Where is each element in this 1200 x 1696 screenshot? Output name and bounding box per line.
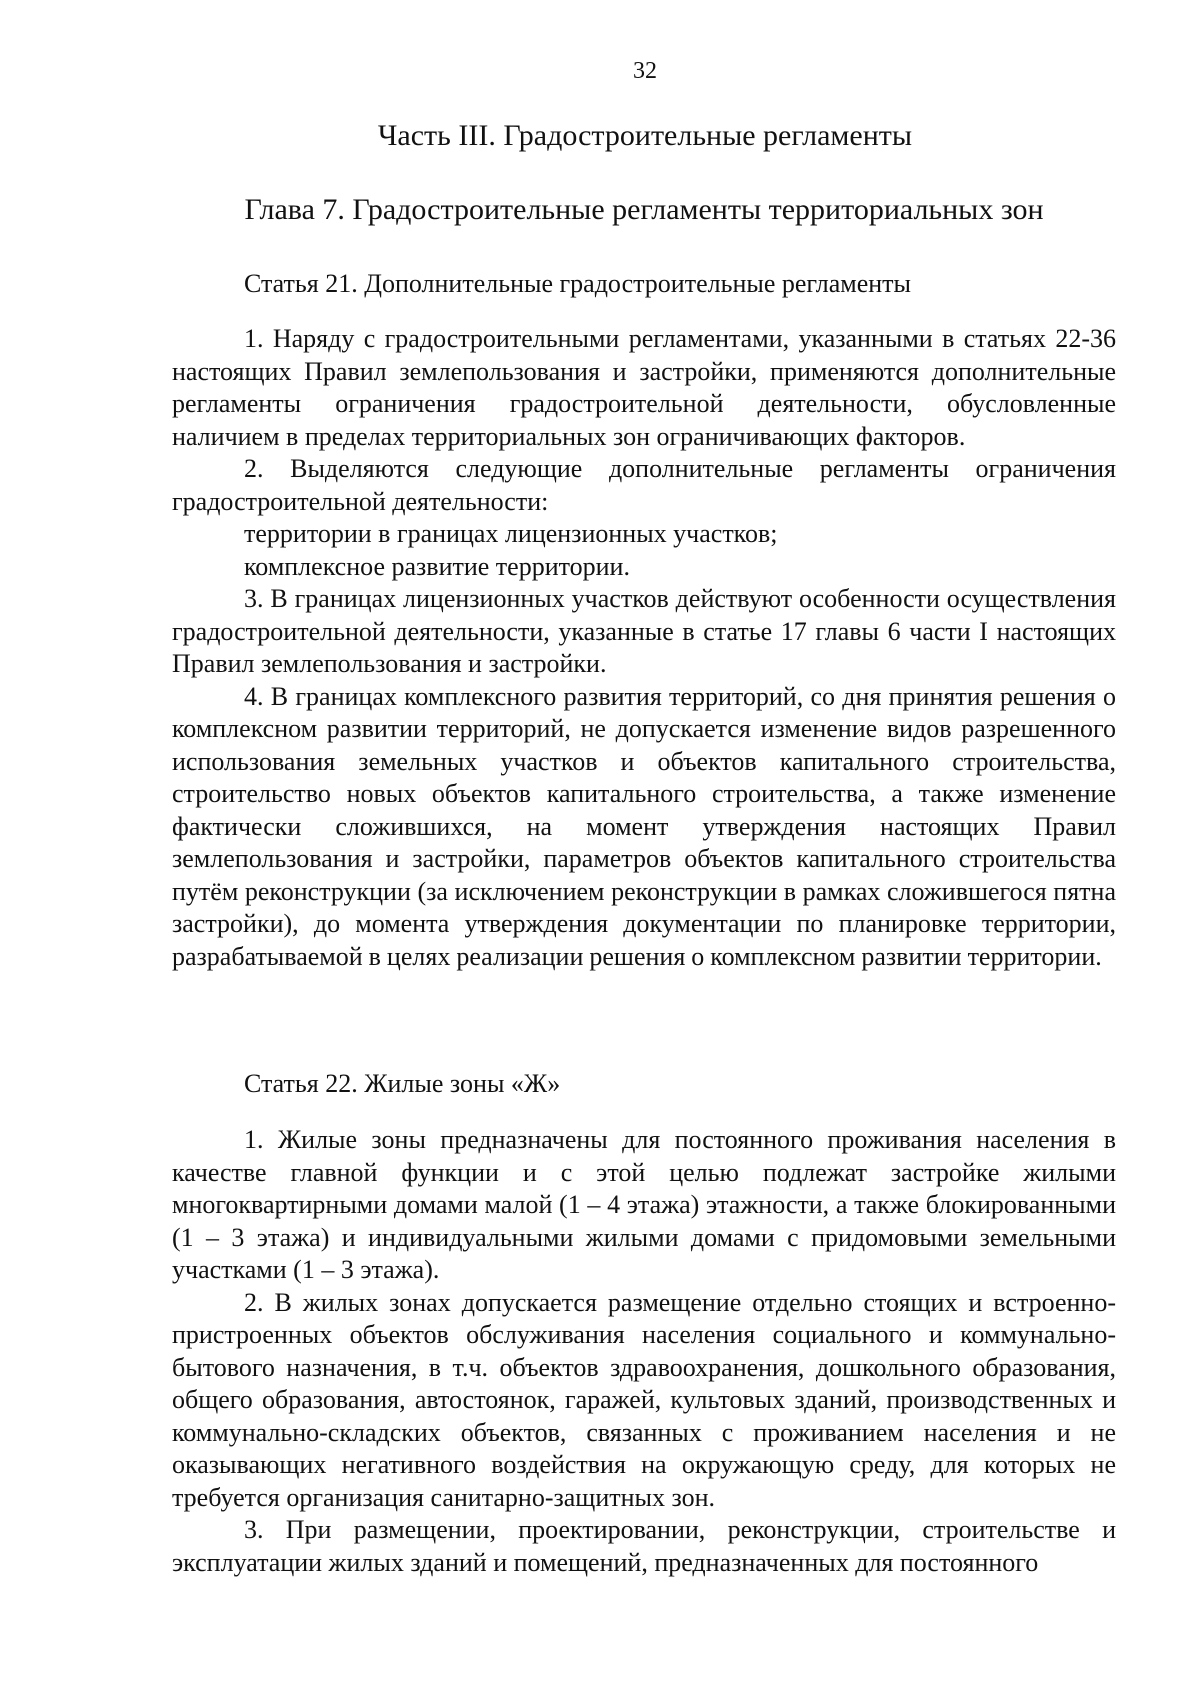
article-21-body (172, 323, 1116, 973)
page-number: 32 (633, 58, 657, 84)
article-22-heading: Статья 22. Жилые зоны «Ж» (244, 1069, 561, 1098)
article-22-paragraph-1: 1. Жилые зоны предназначены для постоянного проживания населения в качестве главной функции и с этой целью подлежат застройке жилыми многоквартирными домами малой (1 – 4 этажа) этажности, а также блокированными (1 – 3 этажа) и индивидуальными жилыми домами с придомовыми земельными участками (1 – 3 этажа). (172, 1125, 1116, 1284)
article-22-paragraph-2: 2. В жилых зонах допускается размещение отдельно стоящих и встроенно-пристроенных объектов обслуживания населения социального и коммунально-бытового назначения, в т.ч. объектов здравоохранения, дошкольного образования, общего образования, автостоянок, гаражей, культовых зданий, производственных и коммунально-складских объектов, связанных с проживанием населения и не оказывающих негативного воздействия на окружающую среду, для которых не требуется организация санитарно-защитных зон. (172, 1287, 1116, 1512)
chapter-title: Глава 7. Градостроительные регламенты территориальных зон (244, 193, 1044, 226)
article-21-heading: Статья 21. Дополнительные градостроительные регламенты (244, 269, 911, 298)
part-title: Часть III. Градостроительные регламенты (377, 119, 913, 152)
article-21-paragraph-1: 1. Наряду с градостроительными регламентами, указанными в статьях 22-36 настоящих Правил землепользования и застройки, применяются дополнительные регламенты ограничения градостроительной деятельности, обусловленные наличием в пределах территориальных зон ограничивающих факторов. (172, 324, 1116, 451)
article-21-paragraph-2: 2. Выделяются следующие дополнительные регламенты ограничения градостроительной деятельности: (172, 454, 1116, 516)
article-21-list-item-2: комплексное развитие территории. (244, 551, 630, 581)
article-21-list-item-1: территории в границах лицензионных участков; (244, 519, 778, 548)
article-22-paragraph-3: 3. При размещении, проектировании, реконструкции, строительстве и эксплуатации жилых зданий и помещений, предназначенных для постоянного (172, 1515, 1116, 1577)
article-22-body (172, 1124, 1116, 1579)
article-21-paragraph-3: 3. В границах лицензионных участков действуют особенности осуществления градостроительной деятельности, указанные в статье 17 главы 6 части I настоящих Правил землепользования и застройки. (172, 584, 1116, 678)
article-21-paragraph-4: 4. В границах комплексного развития территорий, со дня принятия решения о комплексном развитии территорий, не допускается изменение видов разрешенного использования земельных участков и объектов капитального строительства, строительство новых объектов капитального строительства, а также изменение фактически сложившихся, на момент утверждения настоящих Правил землепользования и застройки, параметров объектов капитального строительства путём реконструкции (за исключением реконструкции в рамках сложившегося пятна застройки), до момента утверждения документации по планировке территории, разрабатываемой в целях реализации решения о комплексном развитии территории. (172, 681, 1116, 971)
